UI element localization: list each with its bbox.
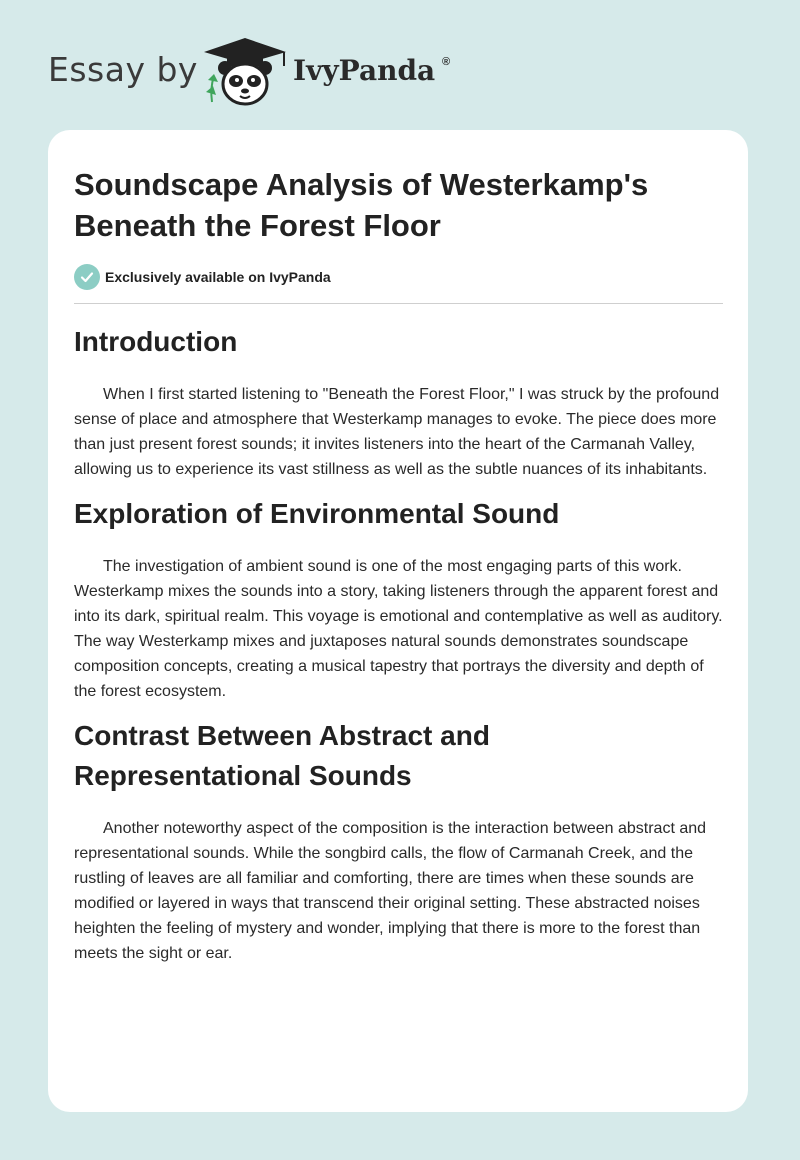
essay-card	[48, 130, 748, 1112]
section-paragraph: The investigation of ambient sound is one of the most engaging parts of this work. Westerkamp mixes the sounds into a story, taking listeners through the apparent forest and into its dark, spiritual realm. This voyage is emotional and contemplative as well as auditory. The way Westerkamp mixes and juxtaposes natural sounds demonstrates soundscape composition concepts, creating a musical tapestry that portrays the diversity and depth of the forest ecosystem.	[74, 558, 723, 700]
panda-logo-icon[interactable]	[200, 36, 290, 108]
brand-name[interactable]: IvyPanda	[293, 54, 436, 87]
section-exploration	[74, 494, 724, 704]
essay-body	[74, 322, 724, 978]
section-contrast	[74, 716, 724, 966]
section-introduction	[74, 322, 724, 482]
exclusive-badge	[74, 264, 331, 290]
section-heading: Contrast Between Abstract and Representational Sounds	[74, 720, 490, 791]
essay-by-label: Essay by	[48, 50, 198, 89]
divider	[74, 303, 723, 304]
section-paragraph: When I first started listening to "Beneath the Forest Floor," I was struck by the profound sense of place and atmosphere that Westerkamp manages to evoke. The piece does more than just present forest sounds; it invites listeners into the heart of the Carmanah Valley, allowing us to experience its vast stillness as well as the subtle nuances of its inhabitants.	[74, 386, 720, 478]
registered-mark: ®	[442, 56, 451, 68]
section-heading: Exploration of Environmental Sound	[74, 498, 560, 529]
site-header	[0, 0, 800, 130]
exclusive-badge-label: Exclusively available on IvyPanda	[105, 269, 331, 285]
section-heading: Introduction	[74, 326, 238, 357]
page-title: Soundscape Analysis of Westerkamp's Beneath the Forest Floor	[74, 167, 649, 243]
section-paragraph: Another noteworthy aspect of the composition is the interaction between abstract and representational sounds. While the songbird calls, the flow of Carmanah Creek, and the rustling of leaves are all familiar and comforting, there are times when these sounds are modified or layered in ways that transcend their original setting. These abstracted noises heighten the feeling of mystery and wonder, implying that there is more to the forest than meets the sight or ear.	[74, 820, 707, 962]
check-icon	[74, 264, 100, 290]
